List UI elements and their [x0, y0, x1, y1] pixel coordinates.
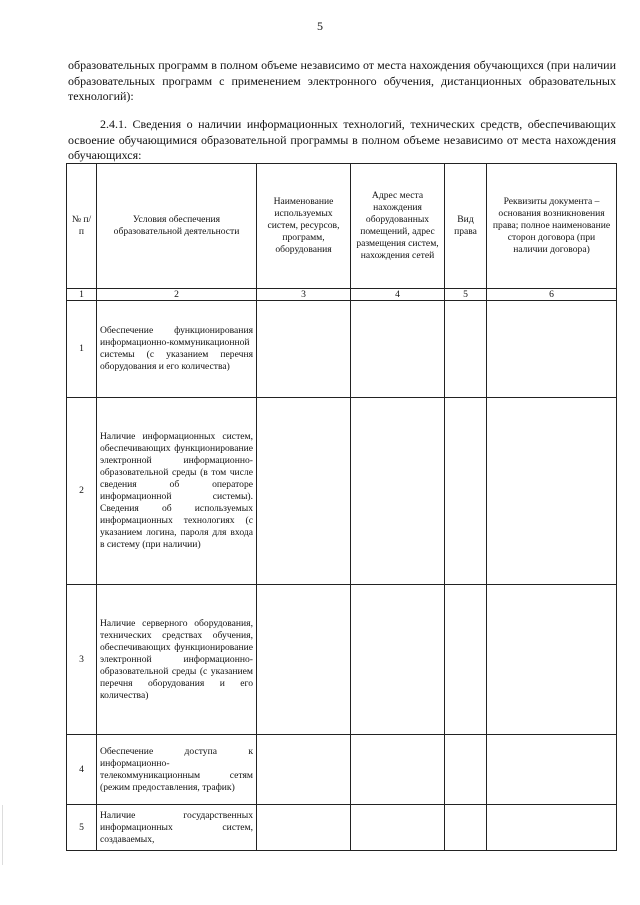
empty-cell [351, 398, 445, 585]
row-number: 3 [67, 585, 97, 735]
empty-cell [257, 805, 351, 851]
column-number: 2 [97, 289, 257, 301]
table-row [67, 301, 617, 398]
empty-cell [351, 805, 445, 851]
header-number: № п/п [67, 164, 97, 289]
table-row [67, 735, 617, 805]
empty-cell [487, 398, 617, 585]
column-number: 5 [445, 289, 487, 301]
information-technology-table [66, 163, 617, 851]
page-number: 5 [317, 19, 323, 33]
empty-cell [445, 301, 487, 398]
row-condition: Обеспечение доступа к информационно-телекоммуникационным сетям (режим предоставления, трафик) [97, 735, 257, 805]
empty-cell [445, 805, 487, 851]
intro-paragraph: образовательных программ в полном объеме независимо от места нахождения обучающихся (при наличии образовательных программ с применением электронного обучения, дистанционных образовательных технологий): [68, 58, 616, 104]
empty-cell [351, 735, 445, 805]
column-number-row [67, 289, 617, 301]
empty-cell [445, 398, 487, 585]
header-conditions: Условия обеспечения образовательной деятельности [97, 164, 257, 289]
row-condition: Наличие государственных информационных систем, создаваемых, [97, 805, 257, 851]
row-condition: Наличие информационных систем, обеспечивающих функционирование электронной информационно-образовательной среды (в том числе сведения об операторе информационной системы). Сведения об используемых информационных технологиях (с указанием логина, пароля для входа в систему (при наличии) [97, 398, 257, 585]
empty-cell [257, 735, 351, 805]
empty-cell [445, 735, 487, 805]
empty-cell [257, 301, 351, 398]
empty-cell [445, 585, 487, 735]
table-row [67, 585, 617, 735]
empty-cell [351, 585, 445, 735]
column-number: 3 [257, 289, 351, 301]
row-number: 2 [67, 398, 97, 585]
row-number: 1 [67, 301, 97, 398]
row-condition: Обеспечение функционирования информационно-коммуникационной системы (с указанием перечня оборудования и его количества) [97, 301, 257, 398]
scan-edge-mark [2, 805, 3, 865]
header-document-details: Реквизиты документа – основания возникновения права; полное наименование сторон договора (при наличии договора) [487, 164, 617, 289]
table-header-row [67, 164, 617, 289]
table-row [67, 805, 617, 851]
empty-cell [257, 398, 351, 585]
empty-cell [487, 585, 617, 735]
header-right-type: Вид права [445, 164, 487, 289]
table-row [67, 398, 617, 585]
empty-cell [351, 301, 445, 398]
empty-cell [487, 301, 617, 398]
column-number: 1 [67, 289, 97, 301]
empty-cell [487, 805, 617, 851]
empty-cell [257, 585, 351, 735]
column-number: 4 [351, 289, 445, 301]
row-condition: Наличие серверного оборудования, технических средствах обучения, обеспечивающих функционирование электронной информационно-образовательной среды (с указанием перечня оборудования и его количества) [97, 585, 257, 735]
row-number: 4 [67, 735, 97, 805]
empty-cell [487, 735, 617, 805]
row-number: 5 [67, 805, 97, 851]
header-system-names: Наименование используемых систем, ресурсов, программ, оборудования [257, 164, 351, 289]
section-2-4-1-paragraph: 2.4.1. Сведения о наличии информационных технологий, технических средств, обеспечивающих освоение обучающимися образовательной программы в полном объеме независимо от места нахождения обучающихся: [68, 117, 616, 162]
header-address: Адрес места нахождения оборудованных помещений, адрес размещения систем, нахождения сетей [351, 164, 445, 289]
column-number: 6 [487, 289, 617, 301]
